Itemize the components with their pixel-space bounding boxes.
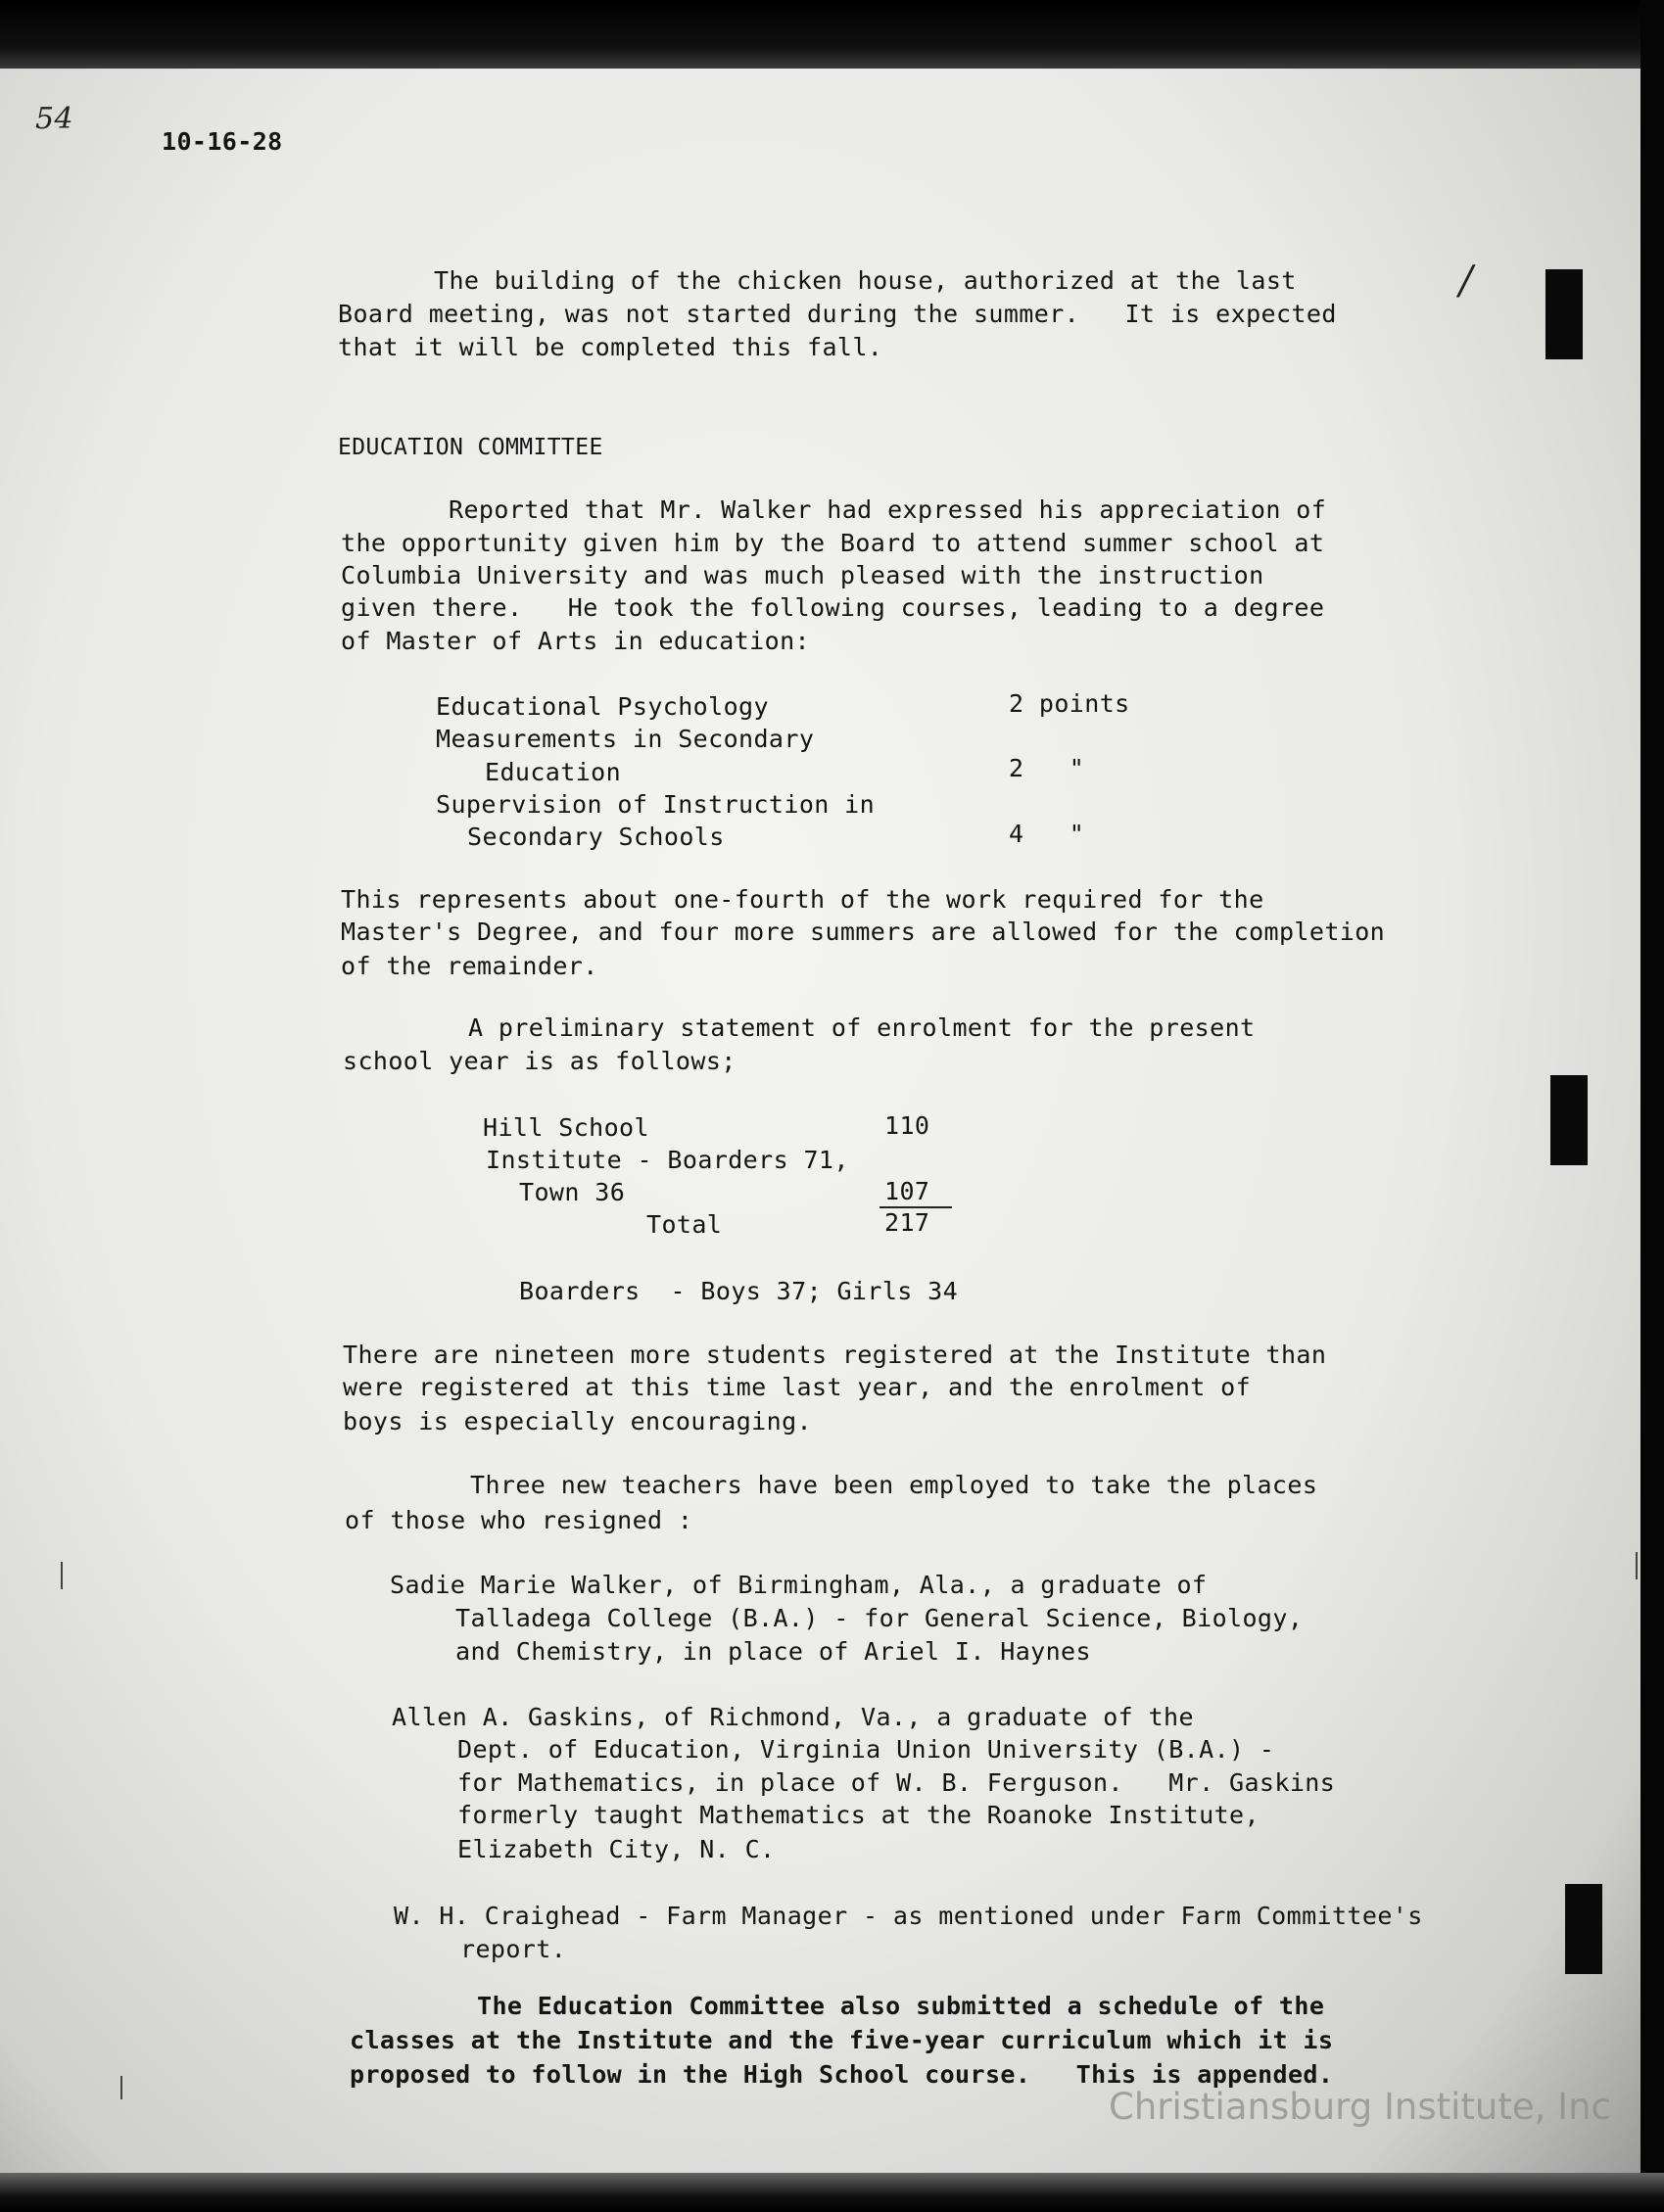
paragraph-registration-line-3: boys is especially encouraging.: [343, 1407, 812, 1435]
paragraph-walker-line-1: Reported that Mr. Walker had expressed his appreciation of: [449, 495, 1327, 524]
course-name: Measurements in Secondary: [436, 725, 815, 753]
paragraph-teachers-line-1: Three new teachers have been employed to take the places: [470, 1471, 1318, 1499]
document-date: 10-16-28: [162, 127, 283, 156]
paragraph-enrolment-line-1: A preliminary statement of enrolment for the present: [468, 1013, 1256, 1042]
scan-bottom-border: [0, 2173, 1664, 2212]
paragraph-walker-line-2: the opportunity given him by the Board to attend summer school at: [341, 529, 1325, 557]
paragraph-masters-line-3: of the remainder.: [341, 952, 598, 980]
course-name: Educational Psychology: [436, 692, 769, 721]
teacher-craighead-line-1: W. H. Craighead - Farm Manager - as mentioned under Farm Committee's: [394, 1902, 1423, 1930]
paragraph-masters-line-2: Master's Degree, and four more summers are allowed for the completion: [341, 918, 1386, 946]
paragraph-walker-line-5: of Master of Arts in education:: [341, 627, 810, 655]
section-heading: EDUCATION COMMITTEE: [338, 435, 603, 460]
paragraph-teachers-line-2: of those who resigned :: [345, 1506, 693, 1534]
course-name: Supervision of Instruction in: [436, 790, 876, 819]
paragraph-enrolment-line-2: school year is as follows;: [343, 1047, 737, 1075]
enrolment-total-label: Total: [646, 1210, 723, 1239]
teacher-walker-line-1: Sadie Marie Walker, of Birmingham, Ala., a graduate of: [390, 1571, 1208, 1599]
handwritten-check-mark: /: [1459, 259, 1473, 304]
boarders-line: Boarders - Boys 37; Girls 34: [519, 1277, 959, 1305]
enrolment-hill-school-value: 110: [884, 1111, 930, 1140]
paragraph-walker-line-4: given there. He took the following courses, leading to a degree: [341, 593, 1325, 622]
paragraph-chicken-house-line-3: that it will be completed this fall.: [338, 333, 883, 361]
enrolment-town-label: Town 36: [519, 1178, 626, 1206]
teacher-gaskins-line-3: for Mathematics, in place of W. B. Ferguson. Mr. Gaskins: [457, 1768, 1336, 1797]
teacher-craighead-line-2: report.: [460, 1935, 567, 1963]
course-name: Education: [485, 758, 622, 786]
scan-top-border: [0, 0, 1664, 69]
enrolment-institute-label: Institute - Boarders 71,: [486, 1146, 849, 1174]
handwritten-page-number: 54: [35, 102, 73, 136]
margin-tick: [120, 2076, 122, 2099]
enrolment-institute-value: 107: [884, 1177, 930, 1205]
teacher-walker-line-3: and Chemistry, in place of Ariel I. Haynes: [455, 1637, 1091, 1666]
enrolment-total-value: 217: [884, 1208, 930, 1237]
paragraph-registration-line-1: There are nineteen more students registered at the Institute than: [343, 1341, 1327, 1369]
paragraph-chicken-house-line-1: The building of the chicken house, authorized at the last: [434, 266, 1297, 295]
teacher-gaskins-line-1: Allen A. Gaskins, of Richmond, Va., a graduate of the: [392, 1703, 1194, 1731]
registration-mark-3: [1565, 1884, 1602, 1974]
paragraph-masters-line-1: This represents about one-fourth of the work required for the: [341, 885, 1264, 914]
margin-tick: [61, 1562, 63, 1589]
registration-mark-2: [1550, 1075, 1588, 1165]
teacher-gaskins-line-4: formerly taught Mathematics at the Roanoke Institute,: [457, 1801, 1260, 1829]
document-page: [0, 69, 1640, 2184]
registration-mark-1: [1545, 269, 1583, 359]
course-points: 2 points: [1009, 689, 1130, 718]
course-points: 2 ": [1009, 754, 1085, 782]
teacher-walker-line-2: Talladega College (B.A.) - for General Science, Biology,: [455, 1604, 1304, 1632]
teacher-gaskins-line-5: Elizabeth City, N. C.: [457, 1835, 776, 1863]
paragraph-schedule-line-3: proposed to follow in the High School course. This is appended.: [350, 2060, 1334, 2089]
course-points: 4 ": [1009, 820, 1085, 848]
watermark: Christiansburg Institute, Inc: [1109, 2086, 1611, 2128]
paragraph-schedule-line-1: The Education Committee also submitted a schedule of the: [477, 1992, 1325, 2020]
paragraph-chicken-house-line-2: Board meeting, was not started during the summer. It is expected: [338, 300, 1337, 328]
paragraph-walker-line-3: Columbia University and was much pleased with the instruction: [341, 561, 1264, 589]
enrolment-hill-school-label: Hill School: [483, 1113, 649, 1142]
paragraph-schedule-line-2: classes at the Institute and the five-year curriculum which it is: [350, 2026, 1334, 2054]
paragraph-registration-line-2: were registered at this time last year, and the enrolment of: [343, 1373, 1252, 1401]
scan-right-border: [1640, 0, 1664, 2212]
teacher-gaskins-line-2: Dept. of Education, Virginia Union University (B.A.) -: [457, 1735, 1275, 1764]
margin-tick: [1636, 1552, 1638, 1579]
course-name: Secondary Schools: [467, 823, 725, 851]
